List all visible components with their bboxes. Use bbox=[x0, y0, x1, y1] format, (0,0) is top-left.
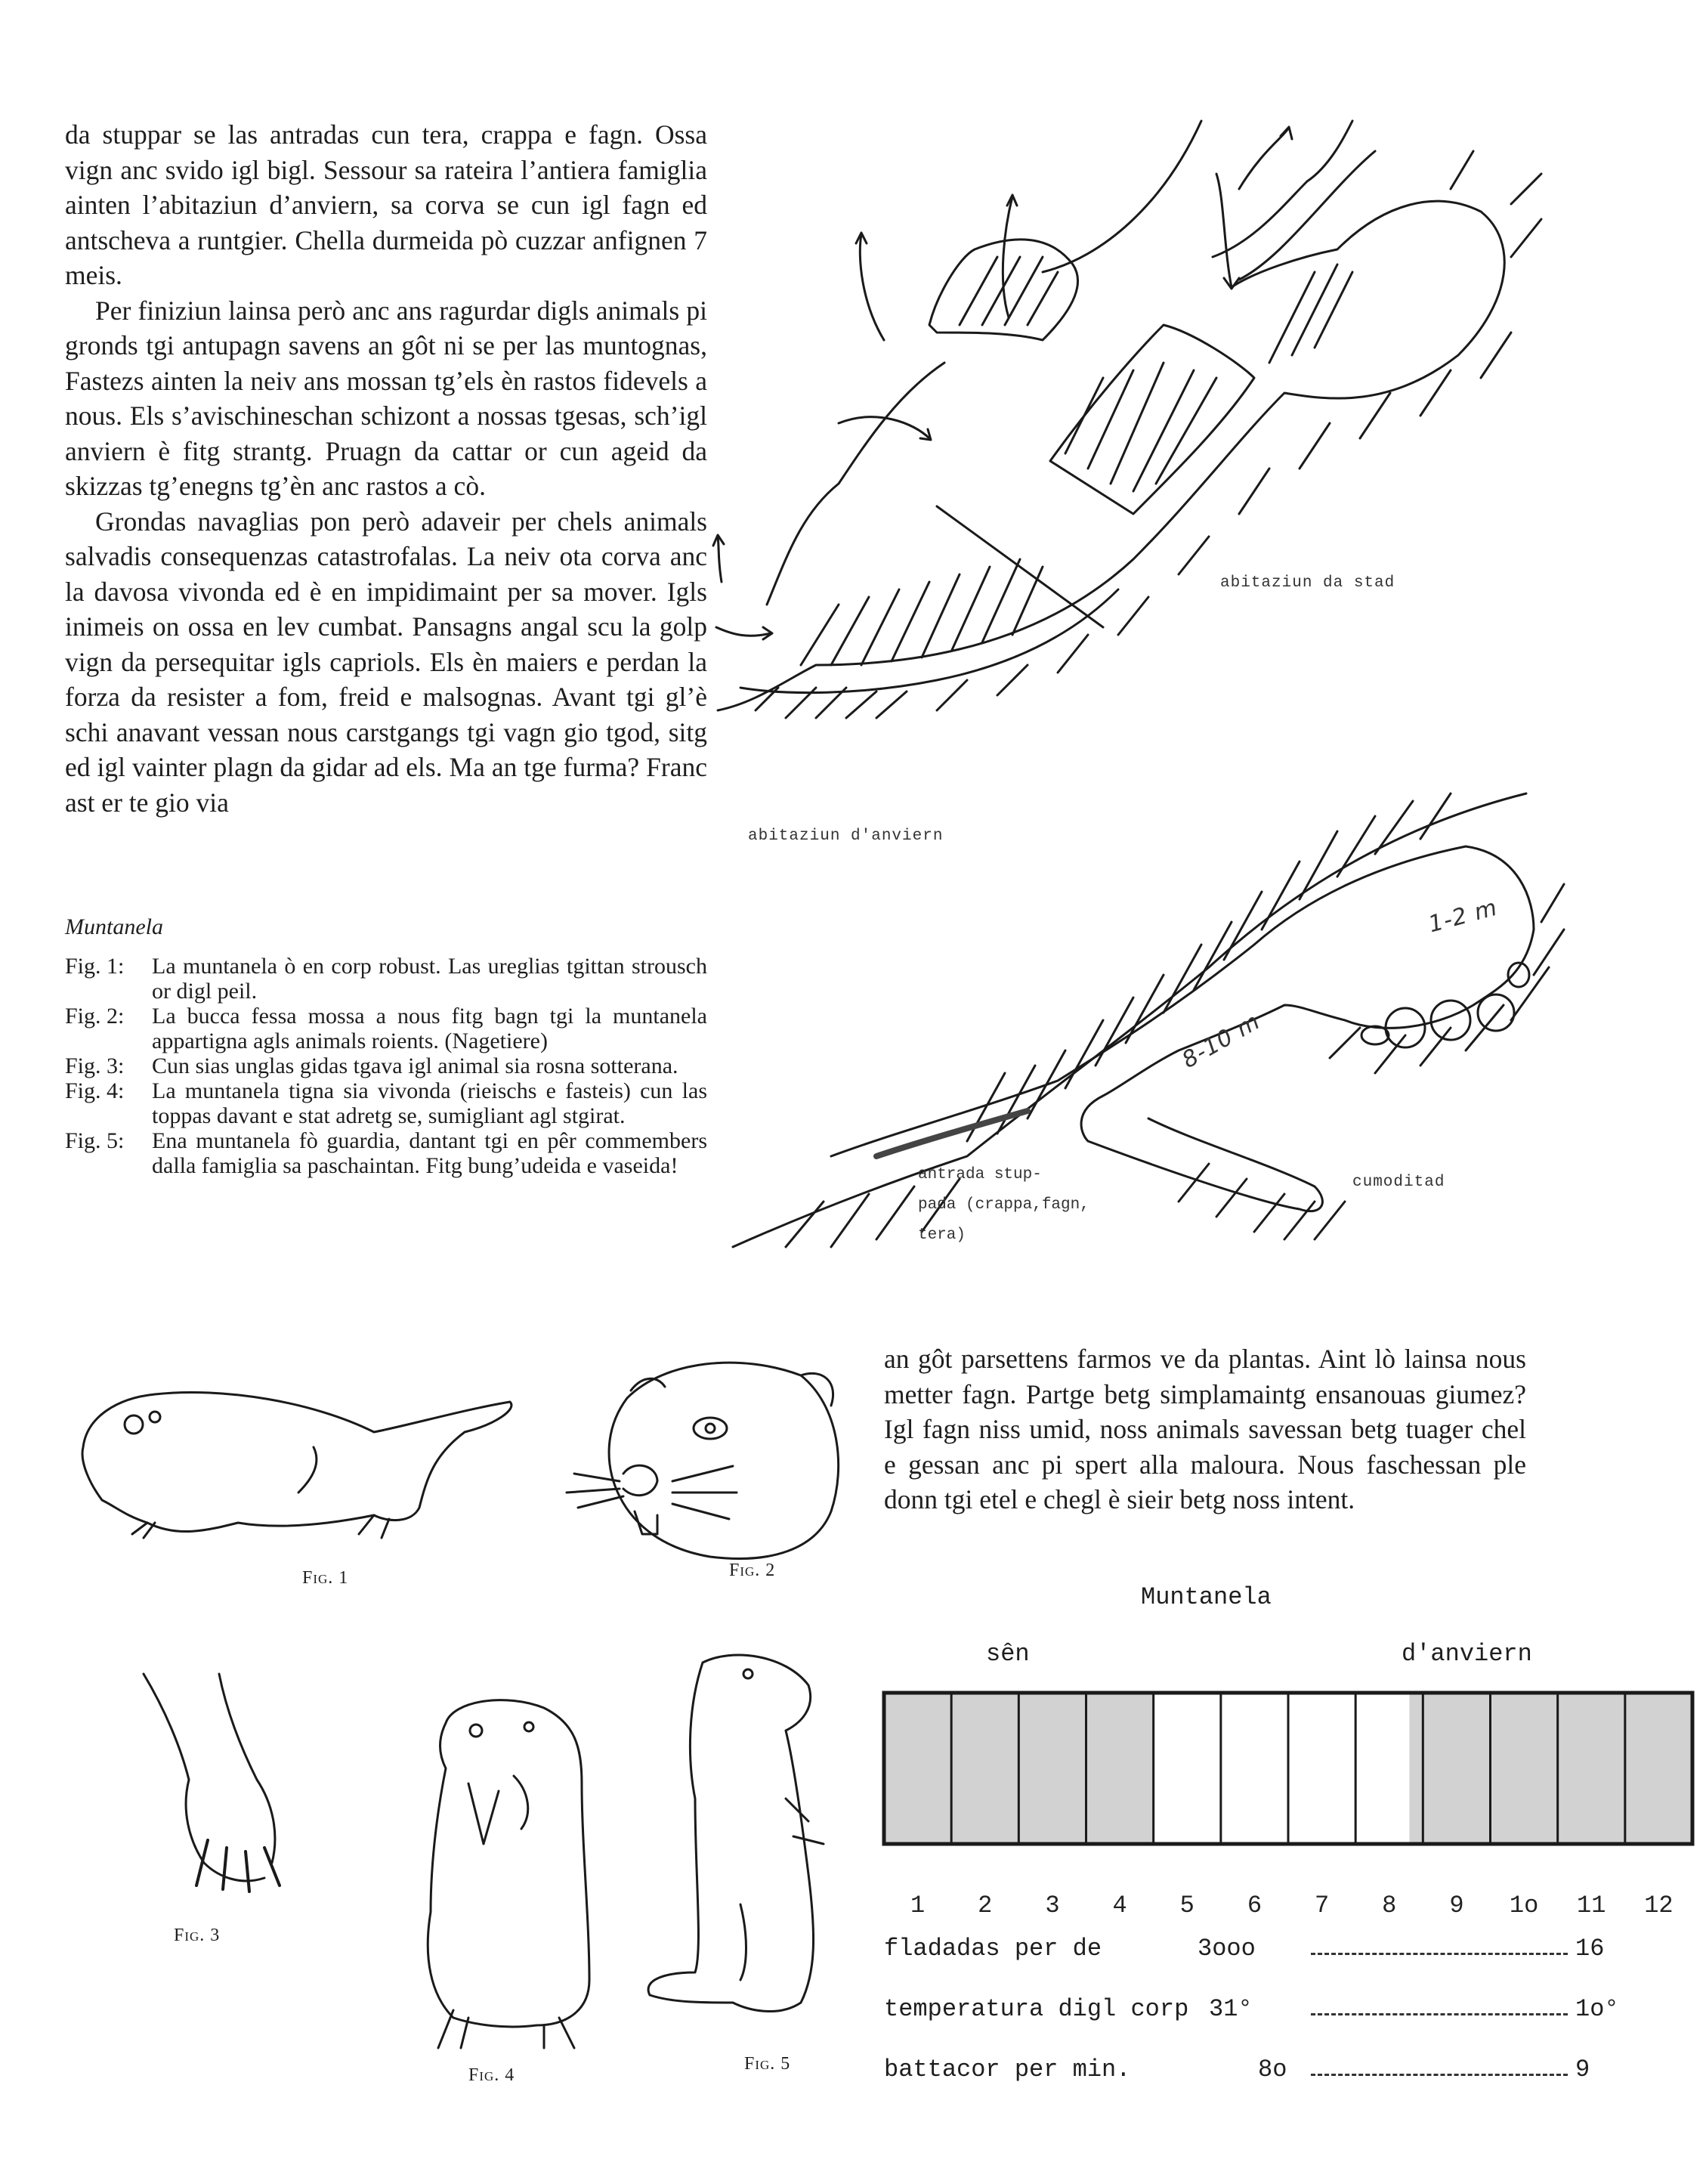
physiology-hibernating-value: 9 bbox=[1575, 2056, 1590, 2083]
month-tick-label: 12 bbox=[1644, 1892, 1674, 1920]
physiology-active-value: 3ooo bbox=[1198, 1935, 1256, 1963]
entrance-label bbox=[918, 1160, 1089, 1251]
season-label-winter: d'anviern bbox=[1402, 1640, 1532, 1668]
entrance-label-line: antrada stup- bbox=[918, 1166, 1042, 1183]
figure-caption-text: Cun sias unglas gidas tgava igl animal sia rosna sotterana. bbox=[152, 1053, 678, 1078]
body-text-column bbox=[65, 117, 707, 820]
chart-title: Muntanela bbox=[1141, 1583, 1272, 1611]
fig4-eating-marmot-illustration bbox=[400, 1693, 604, 2056]
physiology-active-value: 31° bbox=[1209, 1995, 1253, 2023]
physiology-dash-line bbox=[1311, 1953, 1568, 1955]
body-paragraph: da stuppar se las antradas cun tera, crappa e fagn. Ossa vign anc svido igl bigl. Sessour sa rateira l’antiera famiglia ainten l’abitaziun d’anviern, sa corva se cun igl fagn ed antscheva a runtgier. Chella durmeida pò cuzzar anfignen 7 meis. bbox=[65, 119, 707, 290]
hibernation-cell bbox=[1018, 1693, 1086, 1844]
physiology-dash-line bbox=[1311, 2013, 1568, 2015]
figure-caption-text: La muntanela ò en corp robust. Las ureglias tgittan strousch or digl peil. bbox=[152, 954, 707, 1004]
figure-caption bbox=[65, 1004, 707, 1053]
figure-caption-number: Fig. 1: bbox=[65, 954, 125, 979]
month-tick-label: 1o bbox=[1509, 1892, 1539, 1920]
entrance-label-line: tera) bbox=[918, 1227, 966, 1244]
body-paragraph: Grondas navaglias pon però adaveir per chels animals salvadis consequenzas catastrofalas. La neiv ota corva anc la davosa vivonda ed è en impidimaint per sa mover. Igls inimeis on ossa en lev cumbat. Pansagns angal scu la golp vign da persequitar igls capriols. Els èn maiers e perdan la forza da resister a fom, freid e malsognas. Avant tgi gl’è schi anavant vessan nous carstgangs tgi vagn gio tgod, sitg ed igl vainter plagn da gidar ad els. Ma an tge furma? Franc ast er te gio via bbox=[65, 506, 707, 818]
month-tick-label: 2 bbox=[978, 1892, 993, 1920]
fig3-label: Fig. 3 bbox=[174, 1926, 221, 1945]
physiology-hibernating-value: 1o° bbox=[1575, 1995, 1619, 2023]
month-tick-label: 8 bbox=[1382, 1892, 1397, 1920]
hibernation-cell bbox=[951, 1693, 1018, 1844]
fig2-marmot-head-illustration bbox=[559, 1345, 861, 1572]
fig2-label: Fig. 2 bbox=[729, 1561, 776, 1580]
summer-burrow-diagram bbox=[710, 106, 1549, 725]
chamber-size-label: 1-2 m bbox=[1426, 894, 1500, 939]
figure-caption-list bbox=[65, 954, 707, 1178]
figure-caption-number: Fig. 3: bbox=[65, 1053, 125, 1078]
figure-caption-text: La muntanela tigna sia vivonda (rieischs e fasteis) cun las toppas davant e stat adretg se, sumigliant agl stgirat. bbox=[152, 1078, 707, 1128]
figure-caption bbox=[65, 1078, 707, 1128]
hibernation-cell bbox=[1491, 1693, 1558, 1844]
fig5-label: Fig. 5 bbox=[744, 2054, 791, 2074]
figure-caption-number: Fig. 5: bbox=[65, 1128, 125, 1153]
body-paragraph: an gôt parsettens farmos ve da plantas. Aint lò lainsa nous metter fagn. Partge betg simplamaintg ensanouas giumez? Igl fagn niss umid, noss animals savessan betg tuager chel e gessan anc pi spert alla maloura. Nous faschessan ple donn tgi etel e chegl è sieir betg noss intent. bbox=[884, 1344, 1526, 1514]
fig1-label: Fig. 1 bbox=[302, 1568, 349, 1588]
right-body-text bbox=[884, 1341, 1526, 1517]
fig3-paw-illustration bbox=[136, 1666, 295, 1893]
caption-heading: Muntanela bbox=[65, 914, 163, 939]
summer-burrow-label: abitaziun da stad bbox=[1220, 574, 1395, 592]
physiology-label: battacor per min. bbox=[884, 2056, 1131, 2083]
figure-caption-number: Fig. 4: bbox=[65, 1078, 125, 1103]
entrance-label-line: pada (crappa,fagn, bbox=[918, 1196, 1089, 1214]
month-tick-label: 3 bbox=[1045, 1892, 1060, 1920]
season-label-summer: sên bbox=[986, 1640, 1030, 1668]
hibernation-cell bbox=[1086, 1693, 1154, 1844]
month-tick-label: 9 bbox=[1449, 1892, 1464, 1920]
hibernation-cell bbox=[884, 1693, 951, 1844]
month-tick-label: 11 bbox=[1577, 1892, 1606, 1920]
winter-burrow-label: abitaziun d'anviern bbox=[748, 828, 944, 845]
physiology-hibernating-value: 16 bbox=[1575, 1935, 1605, 1963]
toilet-label: cumoditad bbox=[1352, 1174, 1445, 1191]
hibernation-cell bbox=[1423, 1693, 1490, 1844]
fig1-marmot-illustration bbox=[72, 1372, 540, 1553]
tunnel-length-label: 8-10 m bbox=[1177, 1008, 1266, 1074]
hibernation-cell bbox=[1625, 1693, 1692, 1844]
fig4-label: Fig. 4 bbox=[468, 2065, 515, 2085]
body-paragraph: Per finiziun lainsa però anc ans ragurdar digls animals pi gronds tgi antupagn savens an gôt ni se per las muntognas, Fastezs ainten la neiv ans mossan tg’els èn rastos fidevels a nous. Els s’avischineschan schizont a nossas tgesas, sch’igl anviern è fitg strantg. Pruagn da cattar or cun ageid da skizzas tg’enegns tg’èn anc rastos a cò. bbox=[65, 295, 707, 501]
month-tick-label: 7 bbox=[1314, 1892, 1330, 1920]
physiology-active-value: 8o bbox=[1258, 2056, 1287, 2083]
figure-caption-text: Ena muntanela fò guardia, dantant tgi en pêr commembers dalla famiglia sa paschaintan. Fitg bung’udeida e vaseida! bbox=[152, 1128, 707, 1178]
figure-caption-text: La bucca fessa mossa a nous fitg bagn tgi la muntanela appartigna agls animals roients. (Nagetiere) bbox=[152, 1004, 707, 1053]
physiology-label: fladadas per de bbox=[884, 1935, 1102, 1963]
month-tick-label: 5 bbox=[1179, 1892, 1195, 1920]
fig5-standing-marmot-illustration bbox=[620, 1647, 846, 2025]
hibernation-cell bbox=[1410, 1693, 1423, 1844]
figure-caption bbox=[65, 1053, 707, 1078]
physiology-label: temperatura digl corp bbox=[884, 1995, 1189, 2023]
figure-caption bbox=[65, 954, 707, 1004]
physiology-dash-line bbox=[1311, 2074, 1568, 2076]
month-tick-label: 4 bbox=[1112, 1892, 1127, 1920]
month-tick-label: 6 bbox=[1247, 1892, 1263, 1920]
figure-caption bbox=[65, 1128, 707, 1178]
month-tick-label: 1 bbox=[910, 1892, 926, 1920]
hibernation-cell bbox=[1558, 1693, 1625, 1844]
figure-caption-number: Fig. 2: bbox=[65, 1004, 125, 1029]
